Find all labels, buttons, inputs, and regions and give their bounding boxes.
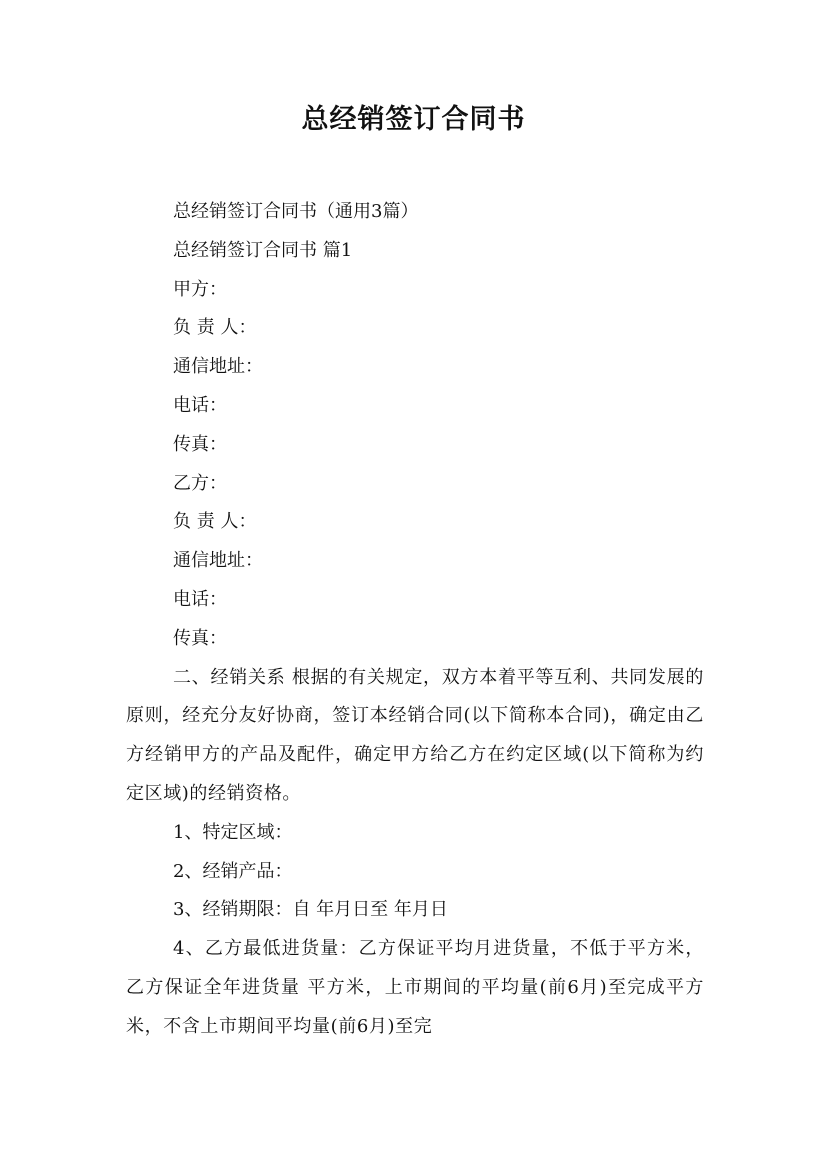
clause-territory: 1、特定区域： <box>173 821 293 843</box>
document-title: 总经销签订合同书 <box>301 104 526 135</box>
clause-products: 2、经销产品： <box>173 860 293 882</box>
party-b-responsible-label: 负 责 人： <box>173 511 257 533</box>
party-b-phone-label: 电话： <box>173 588 227 610</box>
party-a-phone-label: 电话： <box>173 394 227 416</box>
party-a-responsible-label: 负 责 人： <box>173 317 257 339</box>
subtitle-line: 总经销签订合同书（通用3篇） <box>173 201 419 222</box>
party-b-fax-label: 传真： <box>173 627 227 649</box>
section-heading: 总经销签订合同书 篇1 <box>173 239 353 261</box>
clause-term: 3、经销期限：自 年月日至 年月日 <box>173 899 448 921</box>
party-b-label: 乙方： <box>173 472 227 494</box>
minimum-volume-paragraph: 4、乙方最低进货量：乙方保证平均月进货量，不低于平方米，乙方保证全年进货量 平方米，上市期间的平均量(前6月)至完成平方米，不含上市期间平均量(前6月)至完 <box>126 938 704 1037</box>
party-a-label: 甲方： <box>173 278 227 300</box>
party-a-fax-label: 传真： <box>173 433 227 455</box>
distribution-relation-paragraph: 二、经销关系 根据的有关规定，双方本着平等互利、共同发展的原则，经充分友好协商，签订本经销合同(以下简称本合同)，确定由乙方经销甲方的产品及配件，确定甲方给乙方在约定区域(以下简称为约定区域)的经销资格。 <box>126 666 704 804</box>
document-body <box>126 193 704 1047</box>
party-b-address-label: 通信地址： <box>173 550 263 572</box>
party-a-address-label: 通信地址： <box>173 356 263 378</box>
